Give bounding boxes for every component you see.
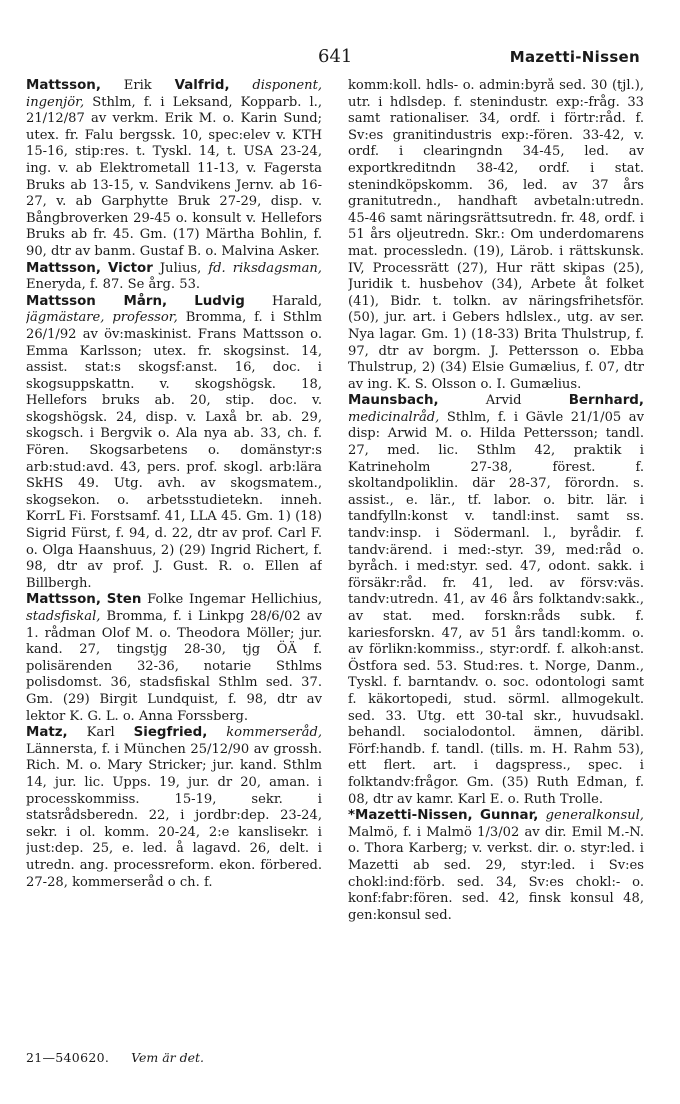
- entry-surname: Mattsson,: [26, 592, 101, 608]
- entry-call-name: Ludvig: [194, 293, 245, 309]
- footer-slogan: Vem är det.: [131, 1050, 204, 1065]
- entry-body: Sthlm, f. i Gävle 21/1/05 av disp: Arwid M. o. Hilda Pettersson; tandl. 27, med. lic. Sthlm 42, praktik i Katrineholm 27-38, förest. f. skoltandpoliklin. där 28-37, förordn. s. assist., e. lär., tf. labor. o. bitr. lär. i tandfylln:konst v. tandl:inst. samt ss. tandv:insp. i Södermanl. l., byrådir. f. tandv:ärend. i med:-styr. 39, med:råd o. byråch. i med:styr. sed. 47, odont. sakk. i försäkr:råd. fr. 41, led. av försv:väs. tandv:utredn. 41, av 46 års folktandv:sakk., av stat. med. forskn:råds subk. f. kariesforskn. 47, av 51 års tandl:komm. o. av förlikn:kommiss., styr:ordf. f. alkoh:anst. Östfora sed. 53. Stud:res. t. Norge, Danm., Tyskl. f. barntandv. o. soc. odontologi samt f. käkortopedi, stud. sörml. allmogekult. sed. 33. Utg. ett 30-tal skr., huvudsakl. behandl. socialodontol. ämnen, däribl. Förf:handb. f. tandl. (tills. m. H. Rahm 53), ett flert. art. i dagspress., spec. i folktandv:frågor. Gm. (35) Ruth Edman, f. 08, dtr av kamr. Karl E. o. Ruth Trolle.: [348, 409, 644, 807]
- running-head: Mazetti-Nissen: [509, 48, 640, 66]
- print-code: 21—540620.: [26, 1050, 110, 1065]
- entry-call-name: Gunnar,: [479, 808, 539, 824]
- biography-entry: [348, 393, 644, 808]
- entry-given-name: Karl: [86, 725, 115, 741]
- entry-body: Sthlm, f. i Leksand, Kopparb. l., 21/12/87 av verkm. Erik M. o. Karin Sund; utex. fr. Falu bergssk. 10, spec:elev v. KTH 15-16, stip:res. t. Tyskl. 14, t. USA 23-24, ing. v. ab Elektrometall 11-13, v. Fagersta Bruks ab 13-15, v. Sandvikens Jernv. ab 16-27, v. ab Garphytte Bruk 27-29, disp. v. Bångbroverken 29-45 o. konsult v. Hellefors Bruks ab fr. 45. Gm. (17) Märtha Bohlin, f. 90, dtr av banm. Gustaf B. o. Malvina Asker.: [26, 94, 322, 259]
- entry-title: stadsfiskal,: [26, 609, 101, 624]
- biography-entry: [26, 725, 322, 891]
- entry-call-name: Valfrid,: [174, 78, 230, 93]
- entry-given-name: Arvid: [485, 393, 522, 409]
- biography-entry: [348, 808, 644, 924]
- entry-title: jägmästare, professor,: [26, 310, 178, 326]
- biography-entry: [26, 78, 322, 261]
- biography-entry: [26, 592, 322, 725]
- entry-call-name: Victor: [107, 260, 153, 276]
- entry-title: disponent, ingenjör,: [26, 78, 322, 110]
- entry-body: Bromma, f. i Sthlm 26/1/92 av öv:maskinist. Frans Mattsson o. Emma Karlsson; utex. fr. skogsinst. 14, assist. stat:s skogsf:anst. 16, doc. i skogsuppskattn. v. skogshögsk. 18, Hellefors bruks ab. 20, stip. doc. v. skogshögsk. 24, disp. v. Laxå br. ab. 29, skogsch. i Bergvik o. Ala nya ab. 33, ch. f. Fören. Skogsarbetens o. domänstyr:s arb:stud:avd. 43, pers. prof. skogl. arb:lära SkHS 49. Utg. avh. av skogsmatem., skogsekon. o. arbetsstudietekn. inneh. KorrL Fi. Forstsamf. 41, LLA 45. Gm. 1) (18) Sigrid Fürst, f. 94, d. 22, dtr av prof. Carl F. o. Olga Haanshuus, 2) (29) Ingrid Richert, f. 98, dtr av prof. J. Gust. R. o. Ellen af Billbergh.: [26, 310, 322, 591]
- entry-given-name-rest: Julius,: [159, 260, 202, 276]
- page-footer: [26, 1050, 322, 1065]
- entry-given-name: Erik: [123, 78, 152, 93]
- entry-body: komm:koll. hdls- o. admin:byrå sed. 30 (tjl.), utr. i hdlsdep. f. stenindustr. exp:-fråg. 33 samt rationaliser. 34, ordf. i förtr:råd. f. Sv:es granitindustris exp:-fören. 33-42, v. ordf. i clearingndn 34-45, led. av exportkreditndn 38-42, ordf. i stat. stenindköpskomm. 36, led. av 37 års granitutredn., handhaft avbetaln:utredn. 45-46 samt näringsrättsutredn. fr. 48, ordf. i 51 års oljeutredn. Skr.: Om underdomarens mat. processledn. (19), Lärob. i rättskunsk. IV, Processrätt (27), Hur rätt skipas (25), Juridik t. husbehov (34), Arbete åt folket (41), Bidr. t. tolkn. av näringsfrihetsför. (50), jur. art. i Gebers hdlslex., utg. av ser. Nya lagar. Gm. 1) (18-33) Brita Thulstrup, f. 97, dtr av borgm. J. Pettersson o. Ebba Thulstrup, 2) (34) Elsie Gumælius, f. 07, dtr av ing. K. S. Olsson o. I. Gumælius.: [348, 78, 644, 392]
- page-header: [0, 46, 680, 72]
- entry-body: Malmö, f. i Malmö 1/3/02 av dir. Emil M.-N. o. Thora Karberg; v. verkst. dir. o. styr:led. i Mazetti ab sed. 29, styr:led. i Sv:es chokl:ind:förb. sed. 34, Sv:es chokl:- o. konf:fabr:fören. sed. 42, finsk konsul 48, gen:konsul sed.: [348, 824, 644, 923]
- entry-surname: Maunsbach,: [348, 393, 439, 409]
- entry-surname: Mattsson Mårn,: [26, 293, 168, 309]
- entry-body: Bromma, f. i Linkpg 28/6/02 av 1. rådman Olof M. o. Theodora Möller; jur. kand. 27, tingstjg 28-30, tjg ÖÄ f. polisärenden 32-36, notarie Sthlms polisdomst. 36, stadsfiskal Sthlm sed. 37. Gm. (29) Birgit Lundquist, f. 98, dtr av lektor K. G. L. o. Anna Forssberg.: [26, 609, 322, 724]
- entry-given-name-rest: Harald,: [271, 293, 322, 309]
- entry-title: kommerseråd,: [226, 725, 322, 741]
- page-number: 641: [318, 46, 353, 67]
- entry-surname: Mattsson,: [26, 260, 101, 276]
- entry-surname: *Mazetti-Nissen,: [348, 808, 473, 824]
- entry-call-name: Siegfried,: [133, 725, 208, 741]
- left-column: [26, 78, 322, 1048]
- entry-surname: Mattsson,: [26, 78, 101, 93]
- entry-body: Lännersta, f. i München 25/12/90 av grossh. Rich. M. o. Mary Stricker; jur. kand. Sthlm 14, jur. lic. Upps. 19, jur. dr 20, aman. i processkommiss. 15-19, sekr. i statsrådsberedn. 22, i jordbr:dep. 23-24, sekr. i ol. komm. 20-24, 2:e kanslisekr. i just:dep. 25, e. led. å lagavd. 26, delt. i utredn. ang. processreform. ekon. förbered. 27-28, kommerseråd o ch. f.: [26, 741, 322, 890]
- entry-given-name-rest: Folke Ingemar Hellichius,: [147, 592, 322, 608]
- entry-body: Eneryda, f. 87. Se årg. 53.: [26, 277, 201, 293]
- biography-entry: [26, 294, 322, 593]
- entry-title: fd. riksdagsman,: [208, 260, 322, 276]
- entry-surname: Matz,: [26, 725, 68, 741]
- entry-title: generalkonsul,: [545, 808, 644, 824]
- right-column: [348, 78, 644, 1048]
- biography-entry: [348, 78, 644, 393]
- entry-title: medicinalråd,: [348, 409, 440, 425]
- entry-call-name: Bernhard,: [568, 393, 644, 409]
- entry-call-name: Sten: [106, 592, 142, 608]
- biography-entry: [26, 261, 322, 294]
